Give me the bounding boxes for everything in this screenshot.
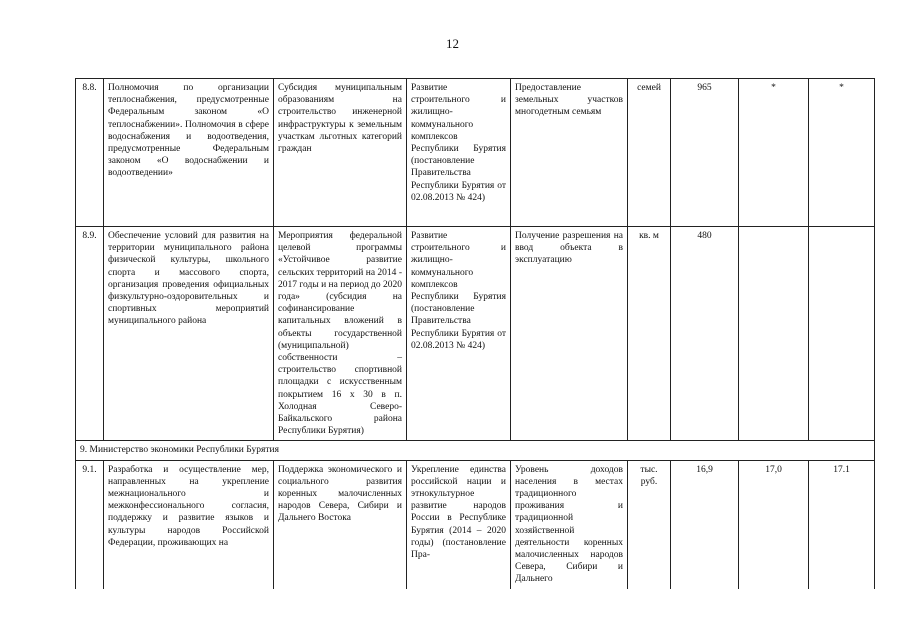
page-number: 12	[446, 36, 459, 51]
table-row	[76, 79, 875, 227]
unit-cell: кв. м	[628, 227, 671, 441]
row-number: 8.9.	[76, 227, 104, 441]
row-number: 8.8.	[76, 79, 104, 227]
unit-cell: тыс. руб.	[628, 460, 671, 589]
task-cell: Разработка и осуществление мер, направленных на укрепление межнационального и межконфессионального согласия, поддержку и развитие языков и культуры народов Российской Федерации, проживающих на	[104, 460, 274, 589]
value-cell-1: 480	[671, 227, 739, 441]
value-cell-2: 17,0	[739, 460, 809, 589]
program-cell: Укрепление единства российской нации и этнокультурное развитие народов России в Республике Бурятия (2014 – 2020 годы) (постановление Пра-	[407, 460, 511, 589]
program-cell: Развитие строительного и жилищно-коммунального комплексов Республики Бурятия (постановление Правительства Республики Бурятия от 02.08.2013 № 424)	[407, 227, 511, 441]
table-row	[76, 460, 875, 589]
value-cell-3: *	[809, 79, 875, 227]
value-cell-2: *	[739, 79, 809, 227]
measure-cell: Поддержка экономического и социального развития коренных малочисленных народов Севера, Сибири и Дальнего Востока	[274, 460, 407, 589]
program-cell: Развитие строительного и жилищно-коммунального комплексов Республики Бурятия (постановление Правительства Республики Бурятия от 02.08.2013 № 424)	[407, 79, 511, 227]
value-cell-2	[739, 227, 809, 441]
value-cell-3: 17.1	[809, 460, 875, 589]
measure-cell: Субсидия муниципальным образованиям на строительство инженерной инфраструктуры к земельным участкам льготных категорий граждан	[274, 79, 407, 227]
program-table	[75, 78, 875, 589]
indicator-cell: Получение разрешения на ввод объекта в эксплуатацию	[511, 227, 628, 441]
task-cell: Полномочия по организации теплоснабжения, предусмотренные Федеральным законом «О теплоснабжении». Полномочия в сфере водоснабжения и водоотведения, предусмотренные Федеральным законом «О водоснабжении и водоотведении»	[104, 79, 274, 227]
task-cell: Обеспечение условий для развития на территории муниципального района физической культуры, школьного спорта и массового спорта, организация проведения официальных физкультурно-оздоровительных и спортивных мероприятий муниципального района	[104, 227, 274, 441]
unit-cell: семей	[628, 79, 671, 227]
indicator-cell: Предоставление земельных участков многодетным семьям	[511, 79, 628, 227]
table-row	[76, 227, 875, 441]
row-number: 9.1.	[76, 460, 104, 589]
measure-cell: Мероприятия федеральной целевой программы «Устойчивое развитие сельских территорий на 2014 - 2017 годы и на период до 2020 года» (субсидия на софинансирование капитальных вложений в объекты государственной (муниципальной) собственности – строительство спортивной площадки с искусственным покрытием 16 х 30 в п. Холодная Северо-Байкальского района Республики Бурятия)	[274, 227, 407, 441]
value-cell-1: 965	[671, 79, 739, 227]
value-cell-3	[809, 227, 875, 441]
section-row	[76, 441, 875, 460]
section-title: 9. Министерство экономики Республики Бурятия	[76, 441, 875, 460]
indicator-cell: Уровень доходов населения в местах традиционного проживания и традиционной хозяйственной деятельности коренных малочисленных народов Севера, Сибири и Дальнего	[511, 460, 628, 589]
value-cell-1: 16,9	[671, 460, 739, 589]
